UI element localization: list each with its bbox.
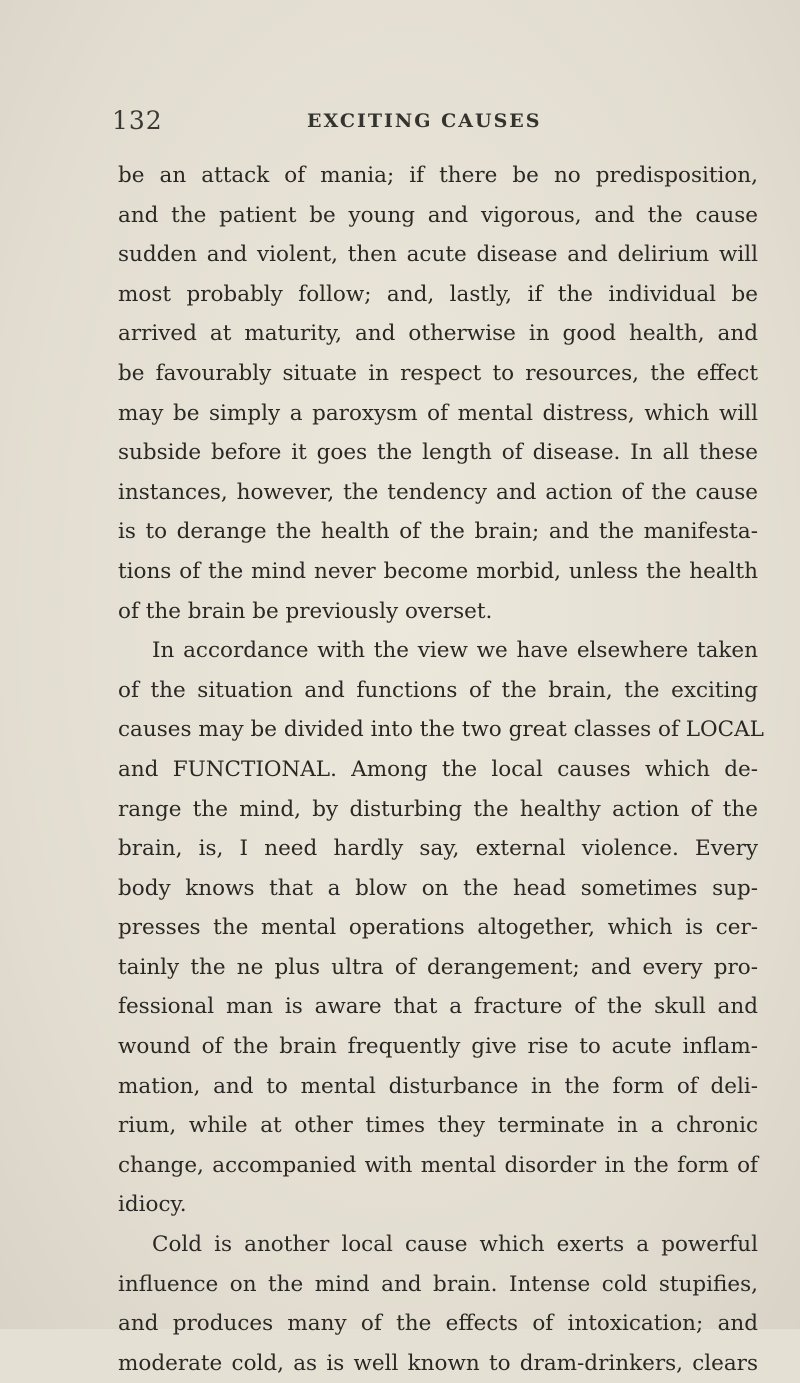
text-line: presses the mental operations altogether, which is cer-	[118, 915, 758, 941]
text-line: rium, while at other times they terminate in a chronic	[118, 1113, 758, 1139]
text-line: tainly the ne plus ultra of derangement; and every pro-	[118, 954, 758, 980]
text-line: brain, is, I need hardly say, external violence. Every	[118, 836, 758, 862]
text-line: and FUNCTIONAL. Among the local causes which de-	[118, 756, 758, 782]
paragraph-first-line: In accordance with the view we have elsewhere taken	[152, 638, 758, 664]
text-line: fessional man is aware that a fracture of the skull and	[118, 994, 758, 1020]
text-line: subside before it goes the length of disease. In all these	[118, 440, 758, 466]
text-line: be favourably situate in respect to resources, the effect	[118, 360, 758, 386]
text-line: instances, however, the tendency and action of the cause	[118, 479, 758, 505]
text-line: of the situation and functions of the brain, the exciting	[118, 677, 758, 703]
running-head: EXCITING CAUSES	[307, 110, 542, 132]
text-line: mation, and to mental disturbance in the form of deli-	[118, 1073, 758, 1099]
text-line: arrived at maturity, and otherwise in good health, and	[118, 321, 758, 347]
text-line: causes may be divided into the two great classes of LOCAL	[118, 717, 764, 743]
text-line: idiocy.	[118, 1192, 187, 1218]
page-number: 132	[112, 106, 163, 135]
body-text	[118, 156, 764, 1383]
page-header	[112, 106, 752, 136]
text-line: may be simply a paroxysm of mental distress, which will	[118, 400, 758, 426]
text-line: wound of the brain frequently give rise to acute inflam-	[118, 1034, 758, 1060]
text-line: and produces many of the effects of intoxication; and	[118, 1311, 758, 1337]
paragraph-first-line: Cold is another local cause which exerts a powerful	[152, 1232, 758, 1258]
text-line: range the mind, by disturbing the healthy action of the	[118, 796, 758, 822]
text-line: most probably follow; and, lastly, if the individual be	[118, 281, 758, 307]
text-line: and the patient be young and vigorous, and the cause	[118, 202, 758, 228]
text-line: body knows that a blow on the head sometimes sup-	[118, 875, 758, 901]
text-line: of the brain be previously overset.	[118, 598, 493, 624]
text-line: moderate cold, as is well known to dram-drinkers, clears	[118, 1350, 758, 1376]
text-line: tions of the mind never become morbid, unless the health	[118, 558, 758, 584]
text-line: influence on the mind and brain. Intense cold stupifies,	[118, 1271, 758, 1297]
text-line: be an attack of mania; if there be no predisposition,	[118, 163, 758, 188]
text-line: is to derange the health of the brain; and the manifesta-	[118, 519, 758, 545]
text-line: change, accompanied with mental disorder in the form of	[118, 1152, 758, 1178]
text-line: sudden and violent, then acute disease and delirium will	[118, 242, 758, 268]
